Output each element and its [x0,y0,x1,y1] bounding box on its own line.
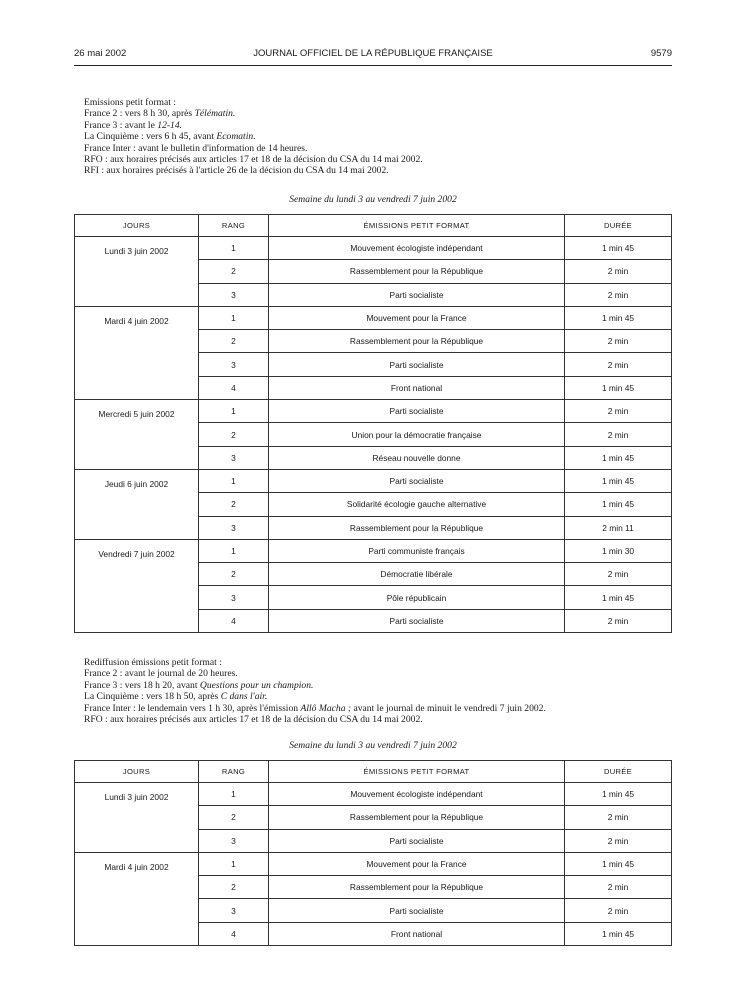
line-text: La Cinquième : vers 18 h 50, après [84,691,221,703]
program-cell: Pôle républicain [269,586,565,609]
header-emissions: ÉMISSIONS PETIT FORMAT [269,215,565,237]
duration-cell: 1 min 45 [565,446,672,469]
day-cell: Jeudi 6 juin 2002 [75,469,199,539]
program-cell: Front national [269,922,565,945]
duration-cell: 2 min [565,423,672,446]
duration-cell: 2 min 11 [565,516,672,539]
program-cell: Parti socialiste [269,469,565,492]
rank-cell: 3 [199,353,269,376]
duration-cell: 1 min 45 [565,469,672,492]
rank-cell: 1 [199,852,269,875]
intro-line [84,108,423,119]
rank-cell: 2 [199,260,269,283]
duration-cell: 2 min [565,353,672,376]
rank-cell: 2 [199,330,269,353]
duration-cell: 2 min [565,876,672,899]
header-duree: DURÉE [565,215,672,237]
intro-block [84,97,423,177]
program-cell: Réseau nouvelle donne [269,446,565,469]
table2-caption: Semaine du lundi 3 au vendredi 7 juin 2002 [289,740,457,751]
line-emphasis: Allô Macha ; [300,702,352,714]
line-emphasis: C dans l'air. [220,691,268,703]
day-cell: Mardi 4 juin 2002 [75,852,199,945]
program-cell: Rassemblement pour la République [269,806,565,829]
table-header-row [75,761,672,783]
duration-cell: 2 min [565,609,672,632]
rank-cell: 1 [199,237,269,260]
day-cell: Vendredi 7 juin 2002 [75,539,199,632]
table-row [75,306,672,329]
table-row [75,400,672,423]
intro-line [84,154,423,165]
program-cell: Mouvement pour la France [269,852,565,875]
header-page-number: 9579 [650,48,672,59]
line-emphasis: 12-14. [157,119,183,131]
line-emphasis: Questions pour un champion. [199,679,314,691]
program-cell: Mouvement écologiste indépendant [269,783,565,806]
line-text: France Inter : avant le bulletin d'information de 14 heures. [84,142,308,154]
intro-line [84,143,423,154]
program-cell: Démocratie libérale [269,563,565,586]
duration-cell: 1 min 45 [565,237,672,260]
line-text: France 2 : vers 8 h 30, après [84,108,195,120]
header-rang: RANG [199,761,269,783]
table-row [75,783,672,806]
duration-cell: 1 min 45 [565,493,672,516]
rediff-line [84,668,546,679]
duration-cell: 2 min [565,563,672,586]
rediff-line [84,691,546,702]
program-cell: Rassemblement pour la République [269,260,565,283]
schedule-table-2 [74,760,672,946]
line-emphasis: Télématin. [194,108,236,120]
program-cell: Rassemblement pour la République [269,330,565,353]
header-emissions: ÉMISSIONS PETIT FORMAT [269,761,565,783]
rank-cell: 1 [199,306,269,329]
duration-cell: 1 min 45 [565,852,672,875]
program-cell: Mouvement pour la France [269,306,565,329]
rank-cell: 3 [199,446,269,469]
table-header-row [75,215,672,237]
rank-cell: 4 [199,922,269,945]
program-cell: Parti communiste français [269,539,565,562]
program-cell: Front national [269,376,565,399]
program-cell: Parti socialiste [269,353,565,376]
rank-cell: 2 [199,806,269,829]
program-cell: Rassemblement pour la République [269,876,565,899]
duration-cell: 2 min [565,806,672,829]
program-cell: Union pour la démocratie française [269,423,565,446]
duration-cell: 2 min [565,829,672,852]
program-cell: Parti socialiste [269,829,565,852]
line-text: RFO : aux horaires précisés aux articles 17 et 18 de la décision du CSA du 14 mai 2002. [84,714,423,726]
line-tail: avant le journal de minuit le vendredi 7 juin 2002. [351,702,546,714]
rank-cell: 1 [199,539,269,562]
intro-heading: Emissions petit format : [84,97,176,108]
duration-cell: 2 min [565,899,672,922]
line-text: France 3 : avant le [84,119,158,131]
header-rule [74,65,672,66]
program-cell: Rassemblement pour la République [269,516,565,539]
program-cell: Parti socialiste [269,400,565,423]
line-emphasis: Ecomatin. [216,131,256,143]
schedule-table-1 [74,214,672,633]
program-cell: Solidarité écologie gauche alternative [269,493,565,516]
rank-cell: 3 [199,899,269,922]
duration-cell: 2 min [565,330,672,353]
line-text: France 2 : avant le journal de 20 heures. [84,668,238,680]
rediff-line [84,703,546,714]
rank-cell: 2 [199,493,269,516]
duration-cell: 1 min 30 [565,539,672,562]
day-cell: Lundi 3 juin 2002 [75,237,199,307]
header-duree: DURÉE [565,761,672,783]
rediffusion-heading: Rediffusion émissions petit format : [84,657,222,668]
rank-cell: 1 [199,783,269,806]
intro-line [84,131,423,142]
rediffusion-block [84,657,546,725]
duration-cell: 2 min [565,400,672,423]
duration-cell: 2 min [565,283,672,306]
duration-cell: 1 min 45 [565,306,672,329]
rank-cell: 2 [199,423,269,446]
rediff-line [84,714,546,725]
rank-cell: 4 [199,376,269,399]
header-jours: JOURS [75,761,199,783]
header-jours: JOURS [75,215,199,237]
header-date: 26 mai 2002 [74,48,127,59]
line-text: France 3 : vers 18 h 20, avant [84,679,200,691]
rediff-line [84,680,546,691]
day-cell: Lundi 3 juin 2002 [75,783,199,853]
rank-cell: 4 [199,609,269,632]
header-title: JOURNAL OFFICIEL DE LA RÉPUBLIQUE FRANÇAISE [253,48,493,59]
line-text: France Inter : le lendemain vers 1 h 30, après l'émission [84,702,301,714]
rank-cell: 3 [199,283,269,306]
duration-cell: 2 min [565,260,672,283]
table-row [75,469,672,492]
duration-cell: 1 min 45 [565,376,672,399]
rank-cell: 2 [199,563,269,586]
rank-cell: 3 [199,829,269,852]
program-cell: Mouvement écologiste indépendant [269,237,565,260]
rank-cell: 3 [199,586,269,609]
rank-cell: 2 [199,876,269,899]
line-text: RFI : aux horaires précisés à l'article 26 de la décision du CSA du 14 mai 2002. [84,165,389,177]
day-cell: Mercredi 5 juin 2002 [75,400,199,470]
program-cell: Parti socialiste [269,609,565,632]
intro-line [84,165,423,176]
table-row [75,539,672,562]
rank-cell: 1 [199,400,269,423]
program-cell: Parti socialiste [269,283,565,306]
program-cell: Parti socialiste [269,899,565,922]
day-cell: Mardi 4 juin 2002 [75,306,199,399]
header-rang: RANG [199,215,269,237]
duration-cell: 1 min 45 [565,586,672,609]
duration-cell: 1 min 45 [565,783,672,806]
rank-cell: 3 [199,516,269,539]
duration-cell: 1 min 45 [565,922,672,945]
rank-cell: 1 [199,469,269,492]
table-row [75,237,672,260]
page-header [74,44,672,64]
table-row [75,852,672,875]
line-text: RFO : aux horaires précisés aux articles 17 et 18 de la décision du CSA du 14 mai 2002. [84,154,423,166]
line-text: La Cinquième : vers 6 h 45, avant [84,131,217,143]
intro-line [84,120,423,131]
table1-caption: Semaine du lundi 3 au vendredi 7 juin 2002 [289,194,457,205]
